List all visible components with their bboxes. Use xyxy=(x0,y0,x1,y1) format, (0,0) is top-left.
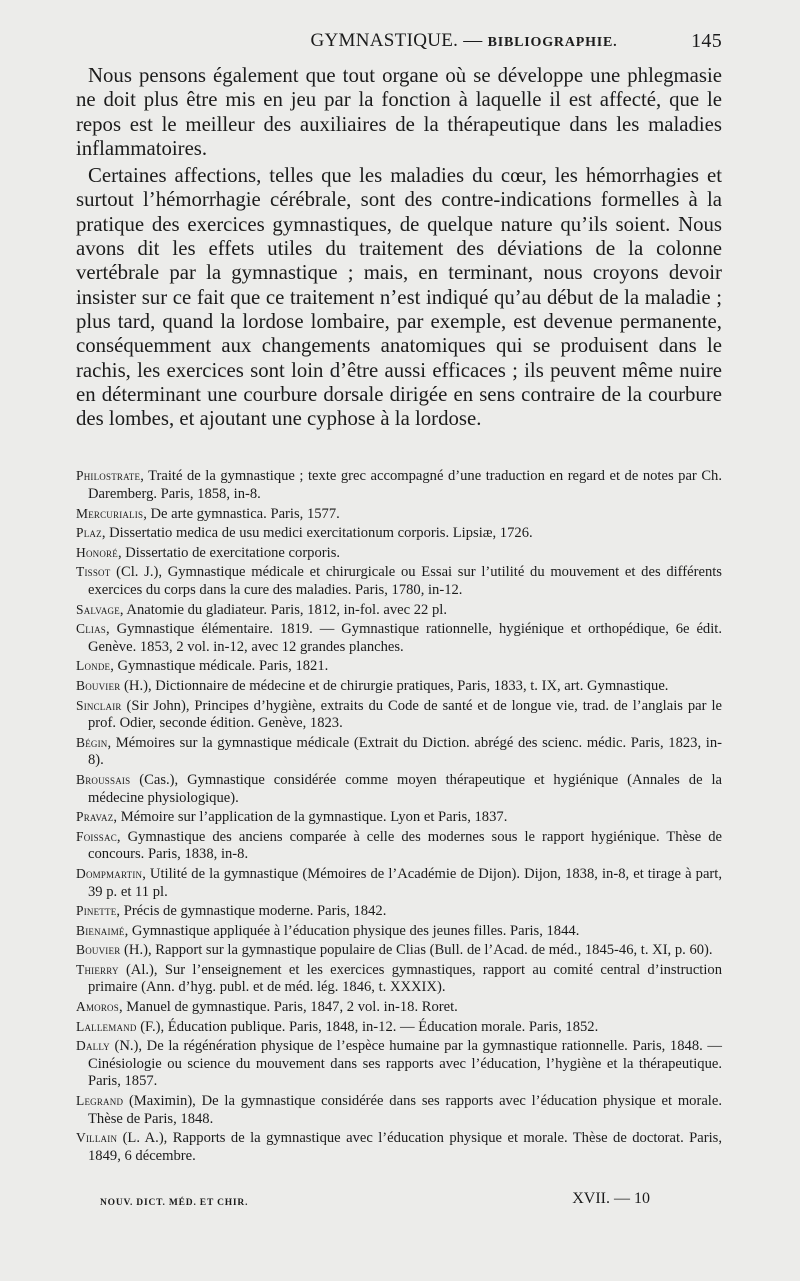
bibliography-entry xyxy=(76,677,722,696)
bibliography-author: Foissac xyxy=(76,828,117,844)
bibliography-text: , Traité de la gymnastique ; texte grec accompagné d’une traduction en regard et de notes par Ch. Daremberg. Paris, 1858, in-8. xyxy=(88,468,722,503)
bibliography-entry xyxy=(76,902,722,921)
bibliography-entry xyxy=(76,922,722,941)
bibliography-entry xyxy=(76,1018,722,1037)
bibliography-entry xyxy=(76,620,722,656)
running-header xyxy=(76,30,722,64)
bibliography-text: , Précis de gymnastique moderne. Paris, 1842. xyxy=(116,903,387,920)
paragraph-2: Certaines affections, telles que les maladies du cœur, les hémorrhagies et surtout l’hémorrhagie cérébrale, sont des contre-indications formelles à la pratique des exercices gymnastiques, de quelque nature qu’ils soient. Nous avons dit les effets utiles du traitement des déviations de la colonne vertébrale par la gymnastique ; mais, en terminant, nous croyons devoir insister sur ce fait que ce traitement n’est indiqué qu’au début de la maladie ; plus tard, quand la lordose lombaire, par exemple, est devenue permanente, conséquemment aux changements anatomiques qui se produisent dans le rachis, les exercices sont loin d’être aussi efficaces ; ils peuvent même nuire en déterminant une courbure dorsale dirigée en sens contraire de la courbure des lombes, et ajoutant une cyphose à la lordose. xyxy=(76,164,722,431)
bibliography-entry xyxy=(76,1037,722,1091)
bibliography-author: Amoros xyxy=(76,999,119,1015)
bibliography-text: , Mémoires sur la gymnastique médicale (Extrait du Diction. abrégé des scienc. médic. Paris, 1823, in-8). xyxy=(88,734,722,769)
bibliography-text: , Gymnastique des anciens comparée à celle des modernes sous le rapport hygiénique. Thèse de concours. Paris, 1838, in-8. xyxy=(88,828,722,863)
bibliography-entry xyxy=(76,865,722,901)
running-title: GYMNASTIQUE. xyxy=(310,30,459,51)
bibliography-entry xyxy=(76,941,722,960)
section-title: BIBLIOGRAPHIE. xyxy=(487,35,618,50)
page-number: 145 xyxy=(691,30,722,52)
bibliography-author: Legrand xyxy=(76,1093,124,1109)
bibliography-author: Dompmartin xyxy=(76,865,143,881)
bibliography-text: (Maximin), De la gymnastique considérée dans ses rapports avec l’éducation physique et morale. Thèse de Paris, 1848. xyxy=(88,1093,722,1127)
bibliography-author: Londe xyxy=(76,658,111,674)
bibliography-author: Lallemand xyxy=(76,1018,137,1034)
bibliography-author: Salvage xyxy=(76,601,120,617)
bibliography-author: Bouvier xyxy=(76,942,121,958)
bibliography-entry xyxy=(76,563,722,599)
bibliography-author: Mercurialis xyxy=(76,505,144,521)
bibliography-text: , Dissertatio medica de usu medici exercitationum corporis. Lipsiæ, 1726. xyxy=(101,525,533,542)
bibliography-author: Plaz xyxy=(76,525,102,541)
bibliography-entry xyxy=(76,544,722,563)
bibliography-author: Broussais xyxy=(76,771,131,787)
footer-sheet-number: XVII. — 10 xyxy=(572,1190,650,1207)
bibliography-author: Thierry xyxy=(76,961,119,977)
bibliography-text: , Dissertatio de exercitatione corporis. xyxy=(117,544,341,561)
bibliography-text: (N.), De la régénération physique de l’espèce humaine par la gymnastique rationnelle. Paris, 1848. — Cinésiologie ou science du mouvement dans ses rapports avec l’éducation, l’hygiène et la thérapeutique. Paris, 1857. xyxy=(88,1038,722,1090)
bibliography-author: Pinette xyxy=(76,903,117,919)
page-footer xyxy=(100,1190,650,1209)
bibliography-author: Dally xyxy=(76,1038,110,1054)
bibliography xyxy=(76,467,722,1165)
bibliography-text: , De arte gymnastica. Paris, 1577. xyxy=(143,505,340,522)
bibliography-author: Philostrate xyxy=(76,468,141,484)
bibliography-text: , Mémoire sur l’application de la gymnastique. Lyon et Paris, 1837. xyxy=(113,809,508,826)
bibliography-entry xyxy=(76,1129,722,1165)
bibliography-text: (Cl. J.), Gymnastique médicale et chirurgicale ou Essai sur l’utilité du mouvement et des différents exercices du corps dans la cure des maladies. Paris, 1780, in-12. xyxy=(88,564,722,599)
bibliography-entry xyxy=(76,657,722,676)
bibliography-entry xyxy=(76,467,722,503)
bibliography-text: , Anatomie du gladiateur. Paris, 1812, in-fol. avec 22 pl. xyxy=(119,601,447,618)
bibliography-entry xyxy=(76,1092,722,1128)
main-text xyxy=(76,64,722,431)
bibliography-entry xyxy=(76,808,722,827)
bibliography-text: (F.), Éducation publique. Paris, 1848, in-12. — Éducation morale. Paris, 1852. xyxy=(136,1018,599,1035)
bibliography-text: (H.), Rapport sur la gymnastique populaire de Clias (Bull. de l’Acad. de méd., 1845-46, t. XI, p. 60). xyxy=(120,942,713,959)
bibliography-author: Pravaz xyxy=(76,809,114,825)
bibliography-text: (Sir John), Principes d’hygiène, extraits du Code de santé et de longue vie, trad. de l’anglais par le prof. Odier, seconde édition. Genève, 1823. xyxy=(88,697,722,732)
footer-signature: NOUV. DICT. MÉD. ET CHIR. xyxy=(100,1198,249,1208)
paragraph-1: Nous pensons également que tout organe où se développe une phlegmasie ne doit plus être mis en jeu par la fonction à laquelle il est affecté, que le repos est le meilleur des auxiliaires de la thérapeutique dans les maladies inflammatoires. xyxy=(76,64,722,160)
bibliography-author: Bégin xyxy=(76,734,108,750)
bibliography-entry xyxy=(76,771,722,807)
bibliography-author: Villain xyxy=(76,1130,118,1146)
bibliography-entry xyxy=(76,505,722,524)
bibliography-text: , Utilité de la gymnastique (Mémoires de l’Académie de Dijon). Dijon, 1838, in-8, et tirage à part, 39 p. et 11 pl. xyxy=(88,865,722,900)
bibliography-entry xyxy=(76,601,722,620)
bibliography-text: , Gymnastique appliquée à l’éducation physique des jeunes filles. Paris, 1844. xyxy=(124,922,580,939)
bibliography-text: , Gymnastique médicale. Paris, 1821. xyxy=(110,658,329,675)
bibliography-author: Bouvier xyxy=(76,677,121,693)
bibliography-entry xyxy=(76,697,722,733)
bibliography-text: (Al.), Sur l’enseignement et les exercices gymnastiques, rapport au comité central d’instruction primaire (Ann. d’hyg. publ. et de méd. lég. 1846, t. XXXIX). xyxy=(88,961,722,996)
bibliography-author: Tissot xyxy=(76,564,111,580)
bibliography-entry xyxy=(76,734,722,770)
running-title-group xyxy=(311,30,618,52)
bibliography-author: Bienaimé xyxy=(76,922,125,938)
bibliography-entry xyxy=(76,998,722,1017)
bibliography-entry xyxy=(76,961,722,997)
bibliography-text: (Cas.), Gymnastique considérée comme moyen thérapeutique et hygiénique (Annales de la médecine physiologique). xyxy=(88,771,722,806)
bibliography-author: Honoré xyxy=(76,544,118,560)
bibliography-author: Sinclair xyxy=(76,697,122,713)
bibliography-text: (L. A.), Rapports de la gymnastique avec l’éducation physique et morale. Thèse de doctorat. Paris, 1849, 6 décembre. xyxy=(88,1130,722,1164)
header-dash: — xyxy=(463,30,483,51)
bibliography-entry xyxy=(76,524,722,543)
bibliography-author: Clias xyxy=(76,621,107,637)
bibliography-text: , Gymnastique élémentaire. 1819. — Gymnastique rationnelle, hygiénique et orthopédique, 6e édit. Genève. 1853, 2 vol. in-12, avec 12 grandes planches. xyxy=(88,621,722,655)
bibliography-text: , Manuel de gymnastique. Paris, 1847, 2 vol. in-18. Roret. xyxy=(118,999,458,1016)
bibliography-text: (H.), Dictionnaire de médecine et de chirurgie pratiques, Paris, 1833, t. IX, art. Gymnastique. xyxy=(120,677,669,694)
bibliography-entry xyxy=(76,828,722,864)
